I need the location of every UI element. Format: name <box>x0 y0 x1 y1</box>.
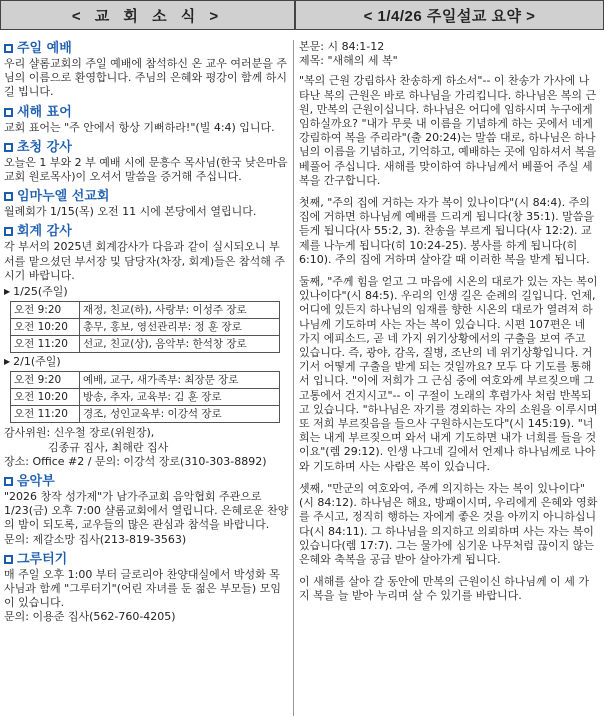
section-title-text: 새해 표어 <box>17 104 72 120</box>
assignment-cell: 총무, 홍보, 영선관리부: 정 훈 장로 <box>80 319 280 336</box>
table-row <box>11 389 280 406</box>
square-bullet-icon <box>4 143 13 152</box>
section-title-music <box>4 473 289 490</box>
music-contact: 문의: 제갈소망 집사(213-819-3563) <box>4 532 187 546</box>
table-row <box>11 302 280 319</box>
sermon-paragraph: "복의 근원 강림하사 찬송하게 하소서"-- 이 찬송가 가사에 나타난 복의 근원은 바로 하나님을 가리킵니다. 하나님은 복의 근원, 만복의 근원이십니다. 하나님은 어디에 임하시며 누구에게 임하실까요? "내가 무릇 내 이름을 기념하게 하는 곳에서 네게 강림하여 복을 주리라"(출 20:24)는 말씀 대로, 하나님은 하나님의 이름을 기념하고, 기억하고, 예배하는 곳에 임하셔서 복을 베풀어 주십니다. 새해를 맞이하여 하나님께서 베풀어 주실 세 복을 간구합니다. <box>299 74 597 187</box>
sermon-paragraph: 둘째, "주께 힘을 얻고 그 마음에 시온의 대로가 있는 자는 복이 있나이다"(시 84:5). 우리의 인생 길은 순례의 길입니다. 언제, 어디에 있든지 하나님의 임재를 향한 시온의 대로가 열려져 하나님께 기도하며 사는 자는 복이 있습니다. 시편 107편은 네 가지 에피소드, 곧 네 가지 위기상황에서의 구출을 보여 주고 있습니다. 즉, 광야, 감옥, 질병, 조난의 네 위기상황입니다. 거기서 어떻게 구출을 받게 되는 것일까요? 모두 다 기도를 통해서 입니다. "이에 저희가 그 근심 중에 여호와께 부르짖으매 그 고통에서 건지시고"-- 이 구절이 노래의 후렴가사 처럼 반복되고 있습니다. "하나님은 자기를 경외하는 자의 소원을 이루시며 또 저희 부르짖음을 들으사 구원하시는도다"(시 145:19). "너희는 내게 부르짖으며 와서 내게 기도하면 내가 너희를 들을 것이요"(렘 29:12). 인생 나그네 길에서 언제나 하나님께로 나아와 기도하며 사는 사람은 복이 있습니다. <box>299 275 598 473</box>
time-cell: 오전 10:20 <box>11 319 80 336</box>
emmanuel-body: 월례회가 1/15(목) 오전 11 시에 본당에서 열립니다. <box>4 205 257 219</box>
schedule-date-label: 1/25(주일) <box>13 285 68 299</box>
square-bullet-icon <box>4 192 13 201</box>
section-title-text: 초청 강사 <box>17 139 72 155</box>
grutergi-body: 매 주일 오후 1:00 부터 글로리아 찬양대실에서 박성화 목사님과 함께 "그루터기"(어린 자녀를 둔 젊은 부모들) 모임이 있습니다. <box>4 567 281 610</box>
sermon-paragraph: 이 새해를 살아 갈 동안에 만복의 근원이신 하나님께 이 세 가지 복을 늘 받아 누리며 살 수 있기를 바랍니다. <box>299 575 589 603</box>
section-title-emmanuel <box>4 188 289 205</box>
sermon-paragraph: 첫째, "주의 집에 거하는 자가 복이 있나이다"(시 84:4). 주의 집에 거하면 하나님께 예배를 드리게 됩니다(창 35:1). 말씀을 듣게 됩니다(사 55:2, 3). 찬송을 부르게 됩니다(사 12:2). 교제를 나누게 됩니다(히 10:24-25). 봉사를 하게 됩니다(히 6:10). 주의 집에 거하며 살아갈 때 이러한 복을 받게 됩니다. <box>299 196 595 266</box>
square-bullet-icon <box>4 477 13 486</box>
section-title-text: 음악부 <box>17 474 55 490</box>
triangle-right-icon: ▶ <box>4 357 11 367</box>
table-row <box>11 372 280 389</box>
auditors-line-2: 김종규 집사, 최해란 집사 <box>48 440 169 454</box>
assignment-cell: 예배, 교구, 새가족부: 최장문 장로 <box>80 372 280 389</box>
time-cell: 오전 9:20 <box>11 302 80 319</box>
schedule-table-2 <box>10 371 280 423</box>
section-title-text: 그루터기 <box>17 551 68 567</box>
column-divider <box>293 40 294 716</box>
assignment-cell: 재정, 친교(하), 사랑부: 이성주 장로 <box>80 302 280 319</box>
guest-body: 오늘은 1 부와 2 부 예배 시에 문흥수 목사님(한국 낮은마음교회 원로목사)이 오셔서 말씀을 증거해 주십니다. <box>4 155 288 184</box>
audit-place: 장소: Office #2 / 문의: 이강석 장로(310-303-8892) <box>4 454 267 468</box>
table-row <box>11 336 280 353</box>
section-title-worship <box>4 40 289 57</box>
square-bullet-icon <box>4 555 13 564</box>
time-cell: 오전 11:20 <box>11 336 80 353</box>
worship-body: 우리 샬롬교회의 주일 예배에 참석하신 온 교우 여러분을 주님의 이름으로 환영합니다. 주님의 은혜와 평강이 함께 하시길 빕니다. <box>4 57 287 99</box>
time-cell: 오전 10:20 <box>11 389 80 406</box>
schedule-date-2 <box>4 355 289 369</box>
triangle-right-icon: ▶ <box>4 287 11 297</box>
right-header: < 1/4/26 주일설교 요약 > <box>295 0 604 30</box>
left-header: < 교 회 소 식 > <box>0 0 295 30</box>
assignment-cell: 방송, 추자, 교육부: 김 훈 장로 <box>80 389 280 406</box>
music-body: "2026 창작 성가제"가 남가주교회 음악협회 주관으로 1/23(금) 오후 7:00 샬롬교회에서 열립니다. 은혜로운 찬양의 밤이 되도록, 교우들의 많은 관심과 참석을 바랍니다. <box>4 490 289 532</box>
table-row <box>11 319 280 336</box>
audit-body: 각 부서의 2025년 회계감사가 다음과 같이 실시되오니 부서를 맡으셨던 부서장 및 담당자(차장, 회계)들은 참석해 주시기 바랍니다. <box>4 240 285 282</box>
schedule-date-label: 2/1(주일) <box>13 355 61 369</box>
section-title-guest <box>4 139 289 156</box>
square-bullet-icon <box>4 44 13 53</box>
sermon-summary-column <box>299 40 598 612</box>
grutergi-contact: 문의: 이용준 집사(562-760-4205) <box>4 610 176 624</box>
square-bullet-icon <box>4 108 13 117</box>
section-title-motto <box>4 104 289 121</box>
church-news-column <box>4 40 289 625</box>
section-title-audit <box>4 223 289 240</box>
table-row <box>11 406 280 423</box>
time-cell: 오전 9:20 <box>11 372 80 389</box>
motto-body: 교회 표어는 "주 안에서 항상 기뻐하라!"(빌 4:4) 입니다. <box>4 120 275 134</box>
auditors-line: 감사위원: 신우철 장로(위원장), <box>4 426 155 440</box>
assignment-cell: 경조, 성인교육부: 이강석 장로 <box>80 406 280 423</box>
sermon-title: 제목: "새해의 세 복" <box>299 54 398 68</box>
schedule-date-1 <box>4 285 289 299</box>
schedule-table-1 <box>10 301 280 353</box>
section-title-grutergi <box>4 551 289 568</box>
section-title-text: 회계 감사 <box>17 224 72 240</box>
assignment-cell: 선교, 친교(상), 음악부: 한석창 장로 <box>80 336 280 353</box>
section-title-text: 임마누엘 선교회 <box>17 189 110 205</box>
sermon-paragraph: 셋째, "만군의 여호와여, 주께 의지하는 자는 복이 있나이다"(시 84:12). 하나님은 해요, 방패이시며, 우리에게 은혜와 영화를 주시고, 정직히 행하는 자에게 좋은 것을 아끼지 아니하십니다(시 84:11). 그 하나님을 의지하고 의뢰하며 사는 자는 복이 있습니다(렘 17:7). 그는 물가에 심기운 나무처럼 끊이지 않는 은혜와 축복을 공급 받아 살아가게 됩니다. <box>299 481 598 566</box>
section-title-text: 주일 예배 <box>17 41 72 56</box>
square-bullet-icon <box>4 227 13 236</box>
time-cell: 오전 11:20 <box>11 406 80 423</box>
sermon-text-reference: 본문: 시 84:1-12 <box>299 40 385 53</box>
